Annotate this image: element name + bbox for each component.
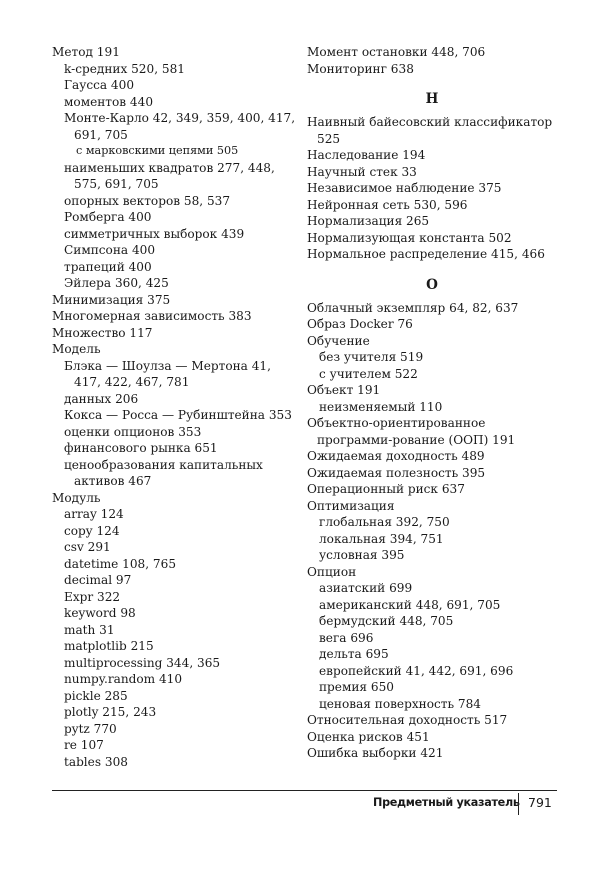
index-subentry: Блэка — Шоулза — Мертона 41, 417, 422, 467, 781 [64,358,271,389]
index-entry: Обучение [307,333,370,348]
index-entry: Ошибка выборки 421 [307,746,444,760]
index-entry: Минимизация 375 [52,292,171,307]
index-subentry: array 124 [64,507,124,521]
index-subentry: симметричных выборок 439 [64,226,245,241]
index-subentry: k-средних 520, 581 [64,61,185,76]
index-entry: Нормализующая константа 502 [307,230,512,245]
index-subentry: decimal 97 [64,573,132,587]
index-subentry: моментов 440 [64,94,154,109]
index-entry: Наследование 194 [307,148,426,162]
index-entry: Научный стек 33 [307,164,417,179]
index-entry: Метод 191 [52,45,120,59]
index-subentry: datetime 108, 765 [64,556,177,571]
index-subentry: tables 308 [64,754,128,769]
index-entry: Модель [52,342,101,356]
index-subentry: re 107 [64,738,104,752]
index-subentry: Гаусса 400 [64,78,135,92]
index-entry: Ожидаемая полезность 395 [307,465,486,480]
index-entry: Нормализация 265 [307,214,430,228]
index-subentry: американский 448, 691, 705 [319,597,501,612]
index-subentry: Монте-Карло 42, 349, 359, 400, 417, 691, 705 [64,111,296,142]
index-subentry: math 31 [64,622,115,637]
index-letter-heading: Н [425,91,439,107]
index-subentry: multiprocessing 344, 365 [64,655,221,670]
index-entry: Множество 117 [52,325,153,340]
index-entry: Объект 191 [307,383,381,397]
index-subentry: ценообразования капитальных активов 467 [64,457,263,488]
index-subentry: азиатский 699 [319,581,413,595]
index-subentry: глобальная 392, 750 [319,515,450,529]
index-subentry: plotly 215, 243 [64,705,157,719]
index-entry: Операционный риск 637 [307,482,465,496]
index-letter-heading: О [426,276,438,293]
index-subentry: бермудский 448, 705 [319,614,454,628]
index-subentry: numpy.random 410 [64,672,183,686]
index-subentry: вега 696 [319,630,374,645]
index-entry: Нейронная сеть 530, 596 [307,197,468,212]
index-subentry: ценовая поверхность 784 [319,696,481,711]
index-subentry: csv 291 [64,540,111,554]
index-entry: Наивный байесовский классификатор 525 [307,115,553,146]
index-subentry: условная 395 [319,548,405,562]
index-column-right [307,44,557,762]
index-entry: Мониторинг 638 [307,61,414,76]
index-subentry: наименьших квадратов 277, 448, 575, 691, 705 [64,160,275,191]
index-subentry: pytz 770 [64,721,117,736]
footer-separator [518,793,519,815]
index-subentry: Симпсона 400 [64,243,156,257]
index-entry: Опцион [307,564,357,579]
index-subentry: оценки опционов 353 [64,424,202,439]
footer-section-title: Предметный указатель [373,796,520,809]
index-column-left [52,44,297,770]
index-subentry: Ромберга 400 [64,210,152,224]
index-subentry: данных 206 [64,391,139,406]
index-entry: Оценка рисков 451 [307,729,430,744]
footer-divider [52,790,557,791]
index-subentry: Expr 322 [64,589,121,604]
index-subentry: трапеций 400 [64,259,152,274]
index-subentry: премия 650 [319,680,394,694]
index-entry: Модуль [52,490,101,505]
index-entry: Облачный экземпляр 64, 82, 637 [307,300,519,315]
index-subentry: опорных векторов 58, 537 [64,193,231,208]
index-subentry: pickle 285 [64,688,128,703]
index-subentry: Кокса — Росса — Рубинштейна 353 [64,408,292,422]
index-entry: Оптимизация [307,498,395,513]
index-subentry: без учителя 519 [319,350,424,364]
index-subentry: финансового рынка 651 [64,441,218,455]
page-number: 791 [528,795,552,810]
index-subentry: copy 124 [64,523,120,538]
index-entry: Момент остановки 448, 706 [307,45,486,59]
index-entry: Ожидаемая доходность 489 [307,449,485,463]
index-subentry: keyword 98 [64,606,136,620]
index-subentry: с марковскими цепями 505 [76,144,239,157]
index-subentry: Эйлера 360, 425 [64,276,169,290]
index-subentry: matplotlib 215 [64,639,154,653]
index-entry: Независимое наблюдение 375 [307,181,502,195]
index-subentry: локальная 394, 751 [319,531,444,546]
index-subentry: дельта 695 [319,647,389,661]
index-entry: Многомерная зависимость 383 [52,309,252,323]
index-subentry: европейский 41, 442, 691, 696 [319,663,514,678]
index-subentry: с учителем 522 [319,366,418,381]
index-entry: Нормальное распределение 415, 466 [307,247,545,261]
index-entry: Образ Docker 76 [307,317,413,331]
index-entry: Относительная доходность 517 [307,713,508,727]
index-entry: Объектно-ориентированное программи-рование (ООП) 191 [307,416,516,447]
index-subentry: неизменяемый 110 [319,399,443,414]
